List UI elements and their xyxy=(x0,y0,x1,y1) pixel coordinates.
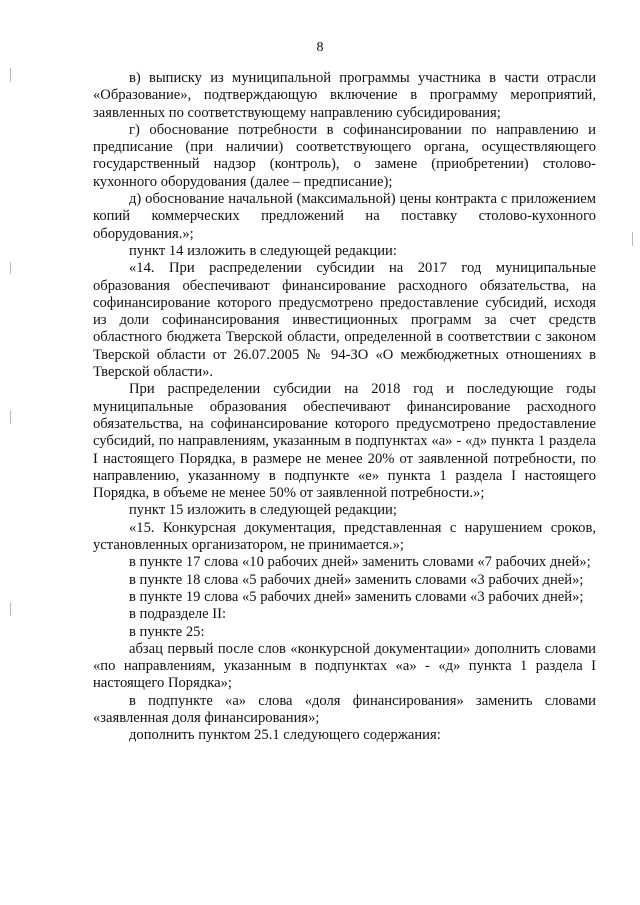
scan-edge-mark xyxy=(10,410,11,424)
paragraph-point-18: в пункте 18 слова «5 рабочих дней» заменить словами «3 рабочих дней»; xyxy=(129,571,584,588)
paragraph-point-25-1: дополнить пунктом 25.1 следующего содержания: xyxy=(129,727,441,744)
scan-edge-mark xyxy=(632,232,633,246)
paragraph-point-15-intro: пункт 15 изложить в следующей редакции; xyxy=(129,502,397,519)
scan-edge-mark xyxy=(10,602,11,616)
scan-edge-mark xyxy=(10,68,11,82)
paragraph-subitem-v: в) выписку из муниципальной программы участника в части отрасли «Образование», подтверждающую включение в программу мероприятий, заявленных по соответствующему направлению субсидирования; xyxy=(93,70,596,121)
paragraph-subitem-d: д) обоснование начальной (максимальной) цены контракта с приложением копий коммерческих предложений на поставку столово-кухонного оборудования.»; xyxy=(93,191,596,242)
page-number: 8 xyxy=(316,40,324,55)
paragraph-subitem-g: г) обоснование потребности в софинансировании по направлению и предписание (при наличии) соответствующего органа, осуществляющего государственный надзор (контроль), о замене (приобретении) столово-кухонного оборудования (далее – предписание); xyxy=(93,121,596,190)
paragraph-point-17: в пункте 17 слова «10 рабочих дней» заменить словами «7 рабочих дней»; xyxy=(129,554,591,571)
paragraph-point-14-text: «14. При распределении субсидии на 2017 год муниципальные образования обеспечивают финансирование расходного обязательства, на софинансирование которого предусмотрено предоставление субсидий, исходя из доли софинансирования инвестиционных программ за счет средств областного бюджета Тверской области, определенной в соответствии с законом Тверской области от 26.07.2005 № 94-ЗО «О межбюджетных отношениях в Тверской области». xyxy=(93,260,596,381)
paragraph-point-15-text: «15. Конкурсная документация, представленная с нарушением сроков, установленных организатором, не принимается.»; xyxy=(93,519,596,554)
paragraph-point-25-abzac: абзац первый после слов «конкурсной документации» дополнить словами «по направлениям, указанным в подпунктах «а» - «д» пункта 1 раздела I настоящего Порядка»; xyxy=(93,640,596,692)
paragraph-point-19: в пункте 19 слова «5 рабочих дней» заменить словами «3 рабочих дней»; xyxy=(129,588,584,605)
paragraph-point-14-intro: пункт 14 изложить в следующей редакции: xyxy=(129,242,397,259)
scan-edge-mark xyxy=(10,262,11,274)
paragraph-subsection-2: в подразделе II: xyxy=(129,606,227,623)
document-body xyxy=(93,70,596,745)
paragraph-point-14-2018: При распределении субсидии на 2018 год и последующие годы муниципальные образования обеспечивают финансирование расходного обязательства, на софинансирование которого предусмотрено предоставление субсидий, по направлениям, указанным в подпунктах «а» - «д» пункта 1 раздела I настоящего Порядка, в размере не менее 20% от заявленной потребности, по направлению, указанному в подпункте «е» пункта 1 раздела I настоящего Порядка, в объеме не менее 50% от заявленной потребности.»; xyxy=(93,381,596,502)
paragraph-point-25-subitem-a: в подпункте «а» слова «доля финансирования» заменить словами «заявленная доля финансирования»; xyxy=(93,692,596,726)
paragraph-point-25: в пункте 25: xyxy=(129,623,205,640)
